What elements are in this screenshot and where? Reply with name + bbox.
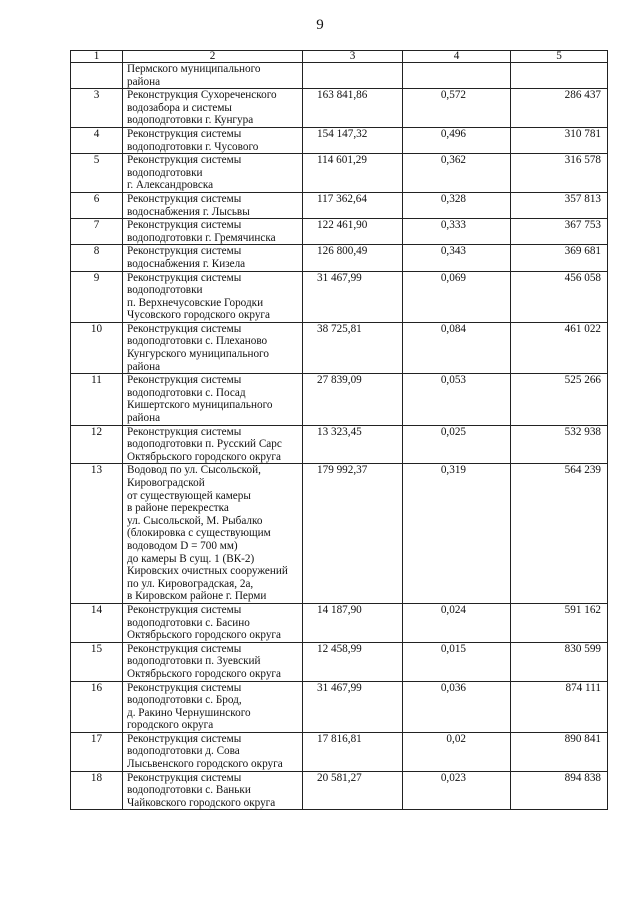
column-header: 4: [403, 51, 511, 63]
project-name: Реконструкция системы водоподготовки д. Сова Лысьвенского городского округа: [123, 732, 303, 771]
rank-value: 894 838: [511, 771, 608, 810]
cost-value: 126 800,49: [303, 245, 403, 271]
column-header: 5: [511, 51, 608, 63]
cost-value: 38 725,81: [303, 322, 403, 373]
table-row: [71, 425, 608, 464]
rank-value: 525 266: [511, 374, 608, 425]
table-row: [71, 192, 608, 218]
table-row: [71, 271, 608, 322]
ratio-value: 0,015: [403, 642, 511, 681]
cost-value: 14 187,90: [303, 603, 403, 642]
project-name: Реконструкция системы водоподготовки п. Русский Сарс Октябрьского городского округа: [123, 425, 303, 464]
project-name: Реконструкция системы водоподготовки с. Плеханово Кунгурского муниципального района: [123, 322, 303, 373]
cost-value: 122 461,90: [303, 219, 403, 245]
table-row: [71, 374, 608, 425]
ratio-value: 0,053: [403, 374, 511, 425]
rank-value: 564 239: [511, 464, 608, 604]
row-number: 17: [71, 732, 123, 771]
row-number: [71, 63, 123, 89]
ratio-value: 0,02: [403, 732, 511, 771]
column-header: 3: [303, 51, 403, 63]
ratio-value: 0,319: [403, 464, 511, 604]
rank-value: 286 437: [511, 89, 608, 128]
project-name: Реконструкция системы водоснабжения г. Лысьвы: [123, 192, 303, 218]
ratio-value: 0,025: [403, 425, 511, 464]
project-name: Водовод по ул. Сысольской, Кировоградской от существующей камеры в районе перекрестка ул. Сысольской, М. Рыбалко (блокировка с существующим водоводом D = 700 мм) до камеры В сущ. 1 (ВК-2) Кировских очистных сооружений по ул. Кировоградская, 2а, в Кировском районе г. Перми: [123, 464, 303, 604]
cost-value: 20 581,27: [303, 771, 403, 810]
rank-value: 830 599: [511, 642, 608, 681]
page-number: 9: [316, 17, 324, 33]
table-row: [71, 732, 608, 771]
rank-value: 456 058: [511, 271, 608, 322]
cost-value: 12 458,99: [303, 642, 403, 681]
row-number: 11: [71, 374, 123, 425]
project-name: Реконструкция системы водоподготовки г. Чусового: [123, 127, 303, 153]
table-row: [71, 63, 608, 89]
rank-value: 591 162: [511, 603, 608, 642]
ratio-value: 0,343: [403, 245, 511, 271]
cost-value: 31 467,99: [303, 271, 403, 322]
table-row: [71, 771, 608, 810]
cost-value: 27 839,09: [303, 374, 403, 425]
rank-value: 890 841: [511, 732, 608, 771]
rank-value: 316 578: [511, 154, 608, 193]
rank-value: 367 753: [511, 219, 608, 245]
rank-value: 310 781: [511, 127, 608, 153]
ratio-value: 0,572: [403, 89, 511, 128]
column-header: 1: [71, 51, 123, 63]
project-name: Реконструкция Сухореченского водозабора и системы водоподготовки г. Кунгура: [123, 89, 303, 128]
table-body: [71, 63, 608, 810]
ratio-value: 0,069: [403, 271, 511, 322]
cost-value: 179 992,37: [303, 464, 403, 604]
rank-value: 874 111: [511, 681, 608, 732]
row-number: 14: [71, 603, 123, 642]
ratio-value: 0,023: [403, 771, 511, 810]
row-number: 10: [71, 322, 123, 373]
project-name: Реконструкция системы водоподготовки с. Брод, д. Ракино Чернушинского городского округа: [123, 681, 303, 732]
project-name: Реконструкция системы водоснабжения г. Кизела: [123, 245, 303, 271]
row-number: 8: [71, 245, 123, 271]
ratio-value: 0,036: [403, 681, 511, 732]
ratio-value: [403, 63, 511, 89]
table-row: [71, 642, 608, 681]
cost-value: 117 362,64: [303, 192, 403, 218]
row-number: 18: [71, 771, 123, 810]
ratio-value: 0,362: [403, 154, 511, 193]
row-number: 16: [71, 681, 123, 732]
row-number: 12: [71, 425, 123, 464]
row-number: 13: [71, 464, 123, 604]
project-name: Реконструкция системы водоподготовки п. Верхнечусовские Городки Чусовского городского округа: [123, 271, 303, 322]
cost-value: 17 816,81: [303, 732, 403, 771]
cost-value: [303, 63, 403, 89]
project-name: Реконструкция системы водоподготовки п. Зуевский Октябрьского городского округа: [123, 642, 303, 681]
rank-value: [511, 63, 608, 89]
table-row: [71, 89, 608, 128]
column-header: 2: [123, 51, 303, 63]
row-number: 7: [71, 219, 123, 245]
row-number: 4: [71, 127, 123, 153]
table-row: [71, 127, 608, 153]
table-row: [71, 464, 608, 604]
row-number: 6: [71, 192, 123, 218]
table-header-row: [71, 51, 608, 63]
ratio-value: 0,024: [403, 603, 511, 642]
table-row: [71, 603, 608, 642]
ratio-value: 0,328: [403, 192, 511, 218]
cost-value: 114 601,29: [303, 154, 403, 193]
row-number: 3: [71, 89, 123, 128]
project-name: Реконструкция системы водоподготовки с. Посад Кишертского муниципального района: [123, 374, 303, 425]
rank-value: 532 938: [511, 425, 608, 464]
table-row: [71, 219, 608, 245]
ratio-value: 0,084: [403, 322, 511, 373]
rank-value: 357 813: [511, 192, 608, 218]
cost-value: 154 147,32: [303, 127, 403, 153]
projects-table: [70, 50, 608, 810]
cost-value: 13 323,45: [303, 425, 403, 464]
table-row: [71, 322, 608, 373]
project-name: Реконструкция системы водоподготовки с. Ваньки Чайковского городского округа: [123, 771, 303, 810]
project-name: Пермского муниципального района: [123, 63, 303, 89]
table-row: [71, 154, 608, 193]
cost-value: 163 841,86: [303, 89, 403, 128]
project-name: Реконструкция системы водоподготовки с. Басино Октябрьского городского округа: [123, 603, 303, 642]
ratio-value: 0,496: [403, 127, 511, 153]
rank-value: 461 022: [511, 322, 608, 373]
row-number: 15: [71, 642, 123, 681]
project-name: Реконструкция системы водоподготовки г. Гремячинска: [123, 219, 303, 245]
ratio-value: 0,333: [403, 219, 511, 245]
table-row: [71, 681, 608, 732]
row-number: 9: [71, 271, 123, 322]
rank-value: 369 681: [511, 245, 608, 271]
cost-value: 31 467,99: [303, 681, 403, 732]
table-row: [71, 245, 608, 271]
row-number: 5: [71, 154, 123, 193]
project-name: Реконструкция системы водоподготовки г. Александровска: [123, 154, 303, 193]
